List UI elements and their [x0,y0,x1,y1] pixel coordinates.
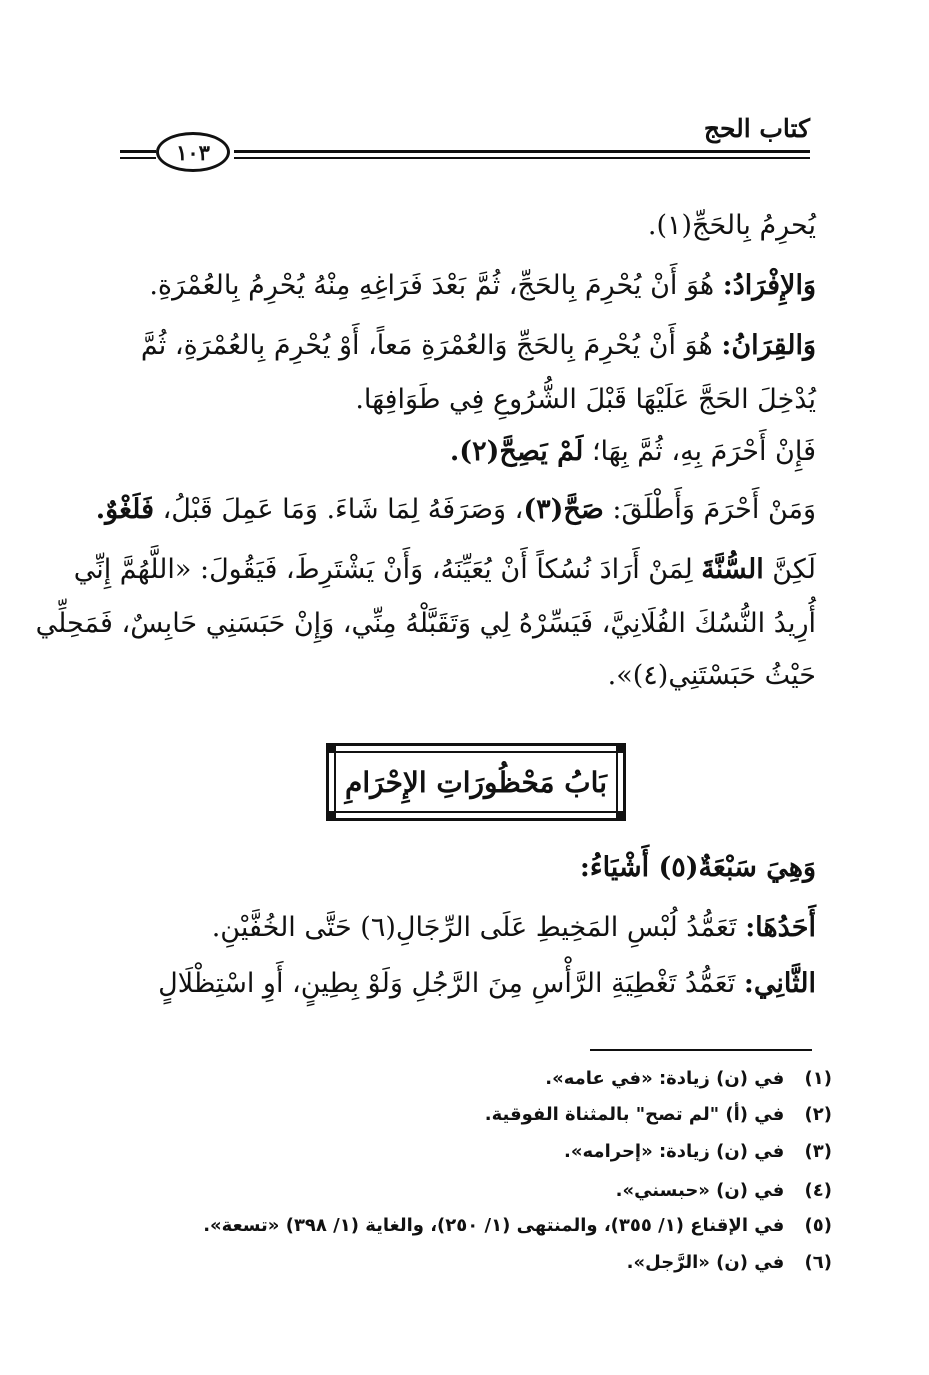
header-rule [234,150,810,153]
body-line [608,660,816,691]
section-intro: وَهِيَ سَبْعَةٌ(٥) أَشْيَاءُ: [579,852,816,883]
body-line [450,436,816,467]
ruling-term: السُّنَّةَ [701,554,764,585]
page-number: ١٠٣ [156,132,230,172]
footnote-number: (٣) [804,1141,832,1162]
ruling-term: صَحَّ(٣) [523,494,604,525]
body-text: هُوَ أَنْ يُحْرِمَ بِالحَجِّ وَالعُمْرَةِ مَعاً، أَوْ يُحْرِمَ بِالعُمْرَةِ، ثُمَّ [140,330,713,361]
body-line [580,852,816,883]
chapter-title: بَابُ مَحْظُورَاتِ الإِحْرَامِ [345,765,607,799]
body-line [648,210,816,241]
body-text: وَمَنْ أَحْرَمَ وَأَطْلَقَ: [612,494,816,525]
footnote-text: في (ن) زيادة: «إحرامه». [564,1141,785,1162]
footnote-text: في (أ) "لم تصح" بالمثناة الفوقية. [484,1104,785,1125]
body-text: يُحرِمُ بِالحَجِّ(١). [647,210,816,241]
footnote [564,1141,832,1162]
chapter-heading-frame [326,743,626,821]
body-text: ، وَصَرَفَهُ لِمَا شَاءَ. وَمَا عَمِلَ قَبْلُ، [162,494,524,525]
footnote [616,1180,832,1201]
chapter-heading-inner [334,751,618,813]
footnote [485,1104,832,1125]
body-text: أُرِيدُ النُّسُكَ الفُلَانِيَّ، فَيَسِّرْهُ لِي وَتَقَبَّلْهُ مِنِّي، وَإِنْ حَبَسَنِي حَابِسٌ، فَمَحِلِّي [35,608,816,639]
definition-term: أَحَدُهَا: [745,912,816,943]
footnote [545,1068,832,1089]
body-line [141,330,816,361]
definition-term: الثَّانِي: [743,968,816,999]
body-text: هُوَ أَنْ يُحْرِمَ بِالحَجِّ، ثُمَّ بَعْدَ فَرَاغِهِ مِنْهُ يُحْرِمُ بِالعُمْرَةِ. [149,270,715,301]
body-text: تَعَمُّدُ لُبْسِ المَخِيطِ عَلَى الرِّجَالِ(٦) حَتَّى الخُفَّيْنِ. [211,912,737,943]
ruling-term: فَلَغْوٌ. [95,494,154,525]
body-line [74,554,816,585]
footnote-text: في (ن) «حبسني». [615,1180,785,1201]
footnote-number: (٤) [804,1180,832,1201]
footnote [203,1215,832,1236]
page-header [110,112,810,182]
body-line [355,384,816,415]
footnote-separator [590,1049,812,1051]
body-line [149,270,816,301]
body-line [212,912,816,943]
footnote-number: (٦) [804,1252,832,1273]
definition-term: وَالقِرَانُ: [721,330,816,361]
running-title: كتاب الحج [703,114,810,143]
header-rule [120,150,156,153]
body-line [158,968,816,999]
footnote-text: في (ن) زيادة: «في عامه». [545,1068,785,1089]
body-text: فَإِنْ أَحْرَمَ بِهِ، ثُمَّ بِهَا؛ [591,436,816,467]
header-rule [234,157,810,159]
body-text: تَعَمُّدُ تَغْطِيَةِ الرَّأْسِ مِنَ الرَّجُلِ وَلَوْ بِطِينٍ، أَوِ اسْتِظْلَالٍ [158,968,736,999]
footnote [627,1252,832,1273]
header-rule [120,157,156,159]
footnote-text: في (ن) «الرَّجل». [626,1252,785,1273]
body-text: لِمَنْ أَرَادَ نُسُكاً أَنْ يُعَيِّنَهُ، وَأَنْ يَشْتَرِطَ، فَيَقُولَ: «اللَّهُمَّ إِنِّي [73,554,693,585]
body-line [36,608,816,639]
body-text: لَكِنَّ [772,554,816,585]
footnote-text: في الإقناع (١/ ٣٥٥)، والمنتهى (١/ ٢٥٠)، والغاية (١/ ٣٩٨) «تسعة». [203,1215,785,1236]
body-line [96,494,816,525]
definition-term: وَالإِفْرَادُ: [722,270,816,301]
body-text: حَيْثُ حَبَسْتَنِي(٤)». [607,660,816,691]
footnote-number: (٥) [804,1215,832,1236]
footnote-number: (٢) [804,1104,832,1125]
body-text: يُدْخِلَ الحَجَّ عَلَيْهَا قَبْلَ الشُّرُوعِ فِي طَوَافِهَا. [355,384,816,415]
footnote-number: (١) [804,1068,832,1089]
ruling-term: لَمْ يَصِحَّ(٢). [449,436,584,467]
